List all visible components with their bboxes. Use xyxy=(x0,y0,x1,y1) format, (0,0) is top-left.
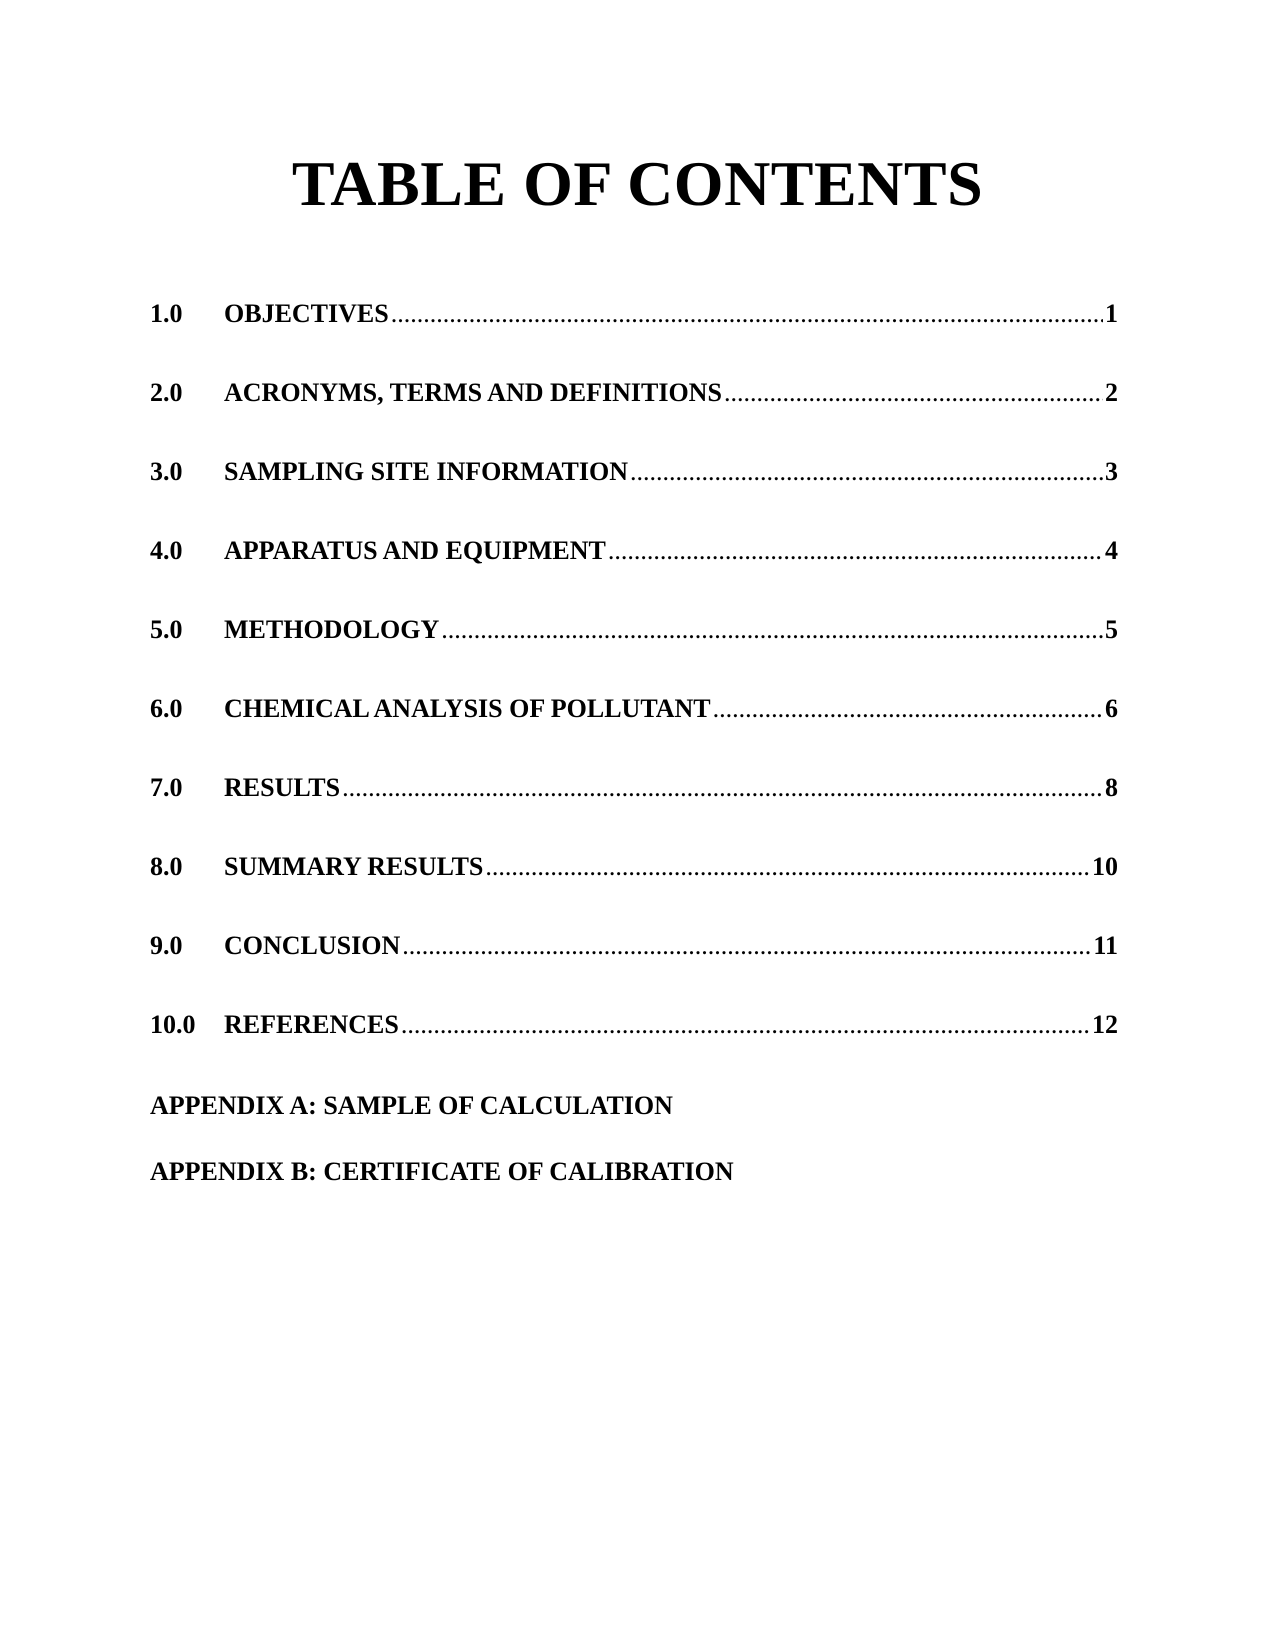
page-title: TABLE OF CONTENTS xyxy=(291,148,984,219)
toc-entry-methodology[interactable] xyxy=(150,612,1118,691)
toc-entry-label: SAMPLING SITE INFORMATION xyxy=(224,457,629,486)
toc-entry-number: 5.0 xyxy=(150,615,183,644)
toc-dot-leader xyxy=(401,1007,1090,1043)
toc-entry-label: CONCLUSION xyxy=(224,931,401,960)
toc-entry-results[interactable] xyxy=(150,770,1118,849)
toc-entry-conclusion[interactable] xyxy=(150,928,1118,1007)
toc-entry-label: APPARATUS AND EQUIPMENT xyxy=(224,536,606,565)
toc-entry-number: 7.0 xyxy=(150,773,183,802)
toc-entry-summary-results[interactable] xyxy=(150,849,1118,928)
toc-dot-leader xyxy=(713,691,1103,727)
toc-dot-leader xyxy=(485,849,1090,885)
toc-entry-number: 2.0 xyxy=(150,378,183,407)
toc-dot-leader xyxy=(441,612,1103,648)
toc-entry-page: 1 xyxy=(1105,299,1118,328)
toc-dot-leader xyxy=(724,375,1103,411)
toc-entry-chemical-analysis[interactable] xyxy=(150,691,1118,770)
toc-entry-label: OBJECTIVES xyxy=(224,299,389,328)
toc-entry-objectives[interactable] xyxy=(150,296,1118,375)
table-of-contents xyxy=(150,296,1118,1086)
toc-entry-number: 10.0 xyxy=(150,1010,196,1039)
toc-entry-number: 6.0 xyxy=(150,694,183,723)
toc-entry-number: 9.0 xyxy=(150,931,183,960)
toc-entry-label: SUMMARY RESULTS xyxy=(224,852,484,881)
toc-entry-label: RESULTS xyxy=(224,773,341,802)
toc-dot-leader xyxy=(630,454,1103,490)
toc-dot-leader xyxy=(608,533,1103,569)
toc-entry-page: 4 xyxy=(1105,536,1118,565)
toc-entry-number: 3.0 xyxy=(150,457,183,486)
toc-entry-apparatus[interactable] xyxy=(150,533,1118,612)
toc-entry-page: 2 xyxy=(1105,378,1118,407)
toc-entry-page: 6 xyxy=(1105,694,1118,723)
toc-entry-page: 10 xyxy=(1092,852,1118,881)
toc-entry-page: 12 xyxy=(1092,1010,1118,1039)
toc-entry-label: CHEMICAL ANALYSIS OF POLLUTANT xyxy=(224,694,711,723)
toc-entry-label: REFERENCES xyxy=(224,1010,399,1039)
toc-entry-page: 11 xyxy=(1093,931,1118,960)
toc-dot-leader xyxy=(391,296,1103,332)
toc-entry-label: ACRONYMS, TERMS AND DEFINITIONS xyxy=(224,378,722,407)
appendix-b-entry[interactable]: APPENDIX B: CERTIFICATE OF CALIBRATION xyxy=(150,1157,734,1186)
toc-entry-number: 4.0 xyxy=(150,536,183,565)
toc-entry-page: 3 xyxy=(1105,457,1118,486)
toc-entry-sampling-site[interactable] xyxy=(150,454,1118,533)
toc-entry-label: METHODOLOGY xyxy=(224,615,440,644)
appendix-a-entry[interactable]: APPENDIX A: SAMPLE OF CALCULATION xyxy=(150,1091,673,1120)
toc-entry-number: 1.0 xyxy=(150,299,183,328)
toc-entry-number: 8.0 xyxy=(150,852,183,881)
toc-entry-page: 8 xyxy=(1105,773,1118,802)
toc-entry-acronyms[interactable] xyxy=(150,375,1118,454)
toc-dot-leader xyxy=(402,928,1091,964)
toc-dot-leader xyxy=(342,770,1103,806)
toc-entry-references[interactable] xyxy=(150,1007,1118,1086)
toc-entry-page: 5 xyxy=(1105,615,1118,644)
